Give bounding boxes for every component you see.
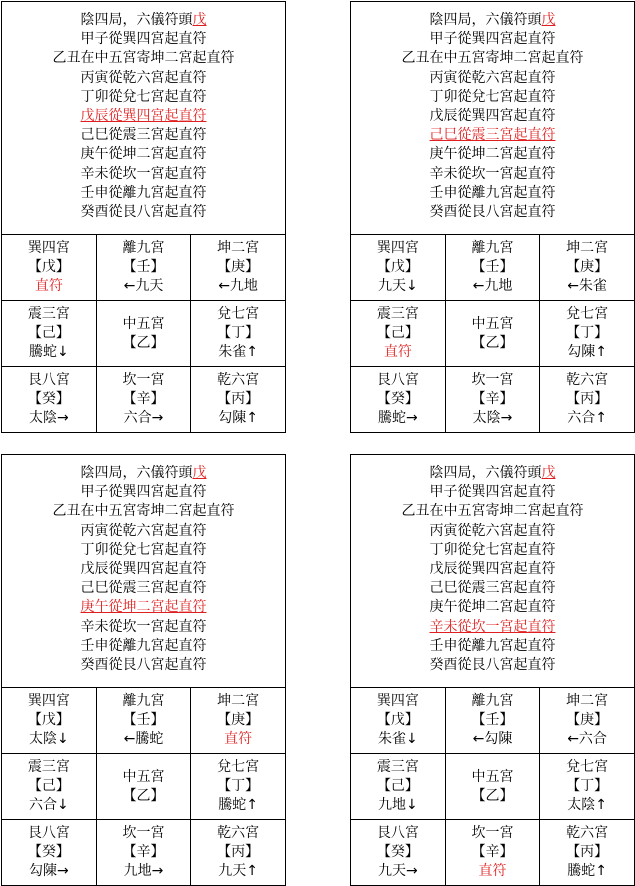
palace-stem: 【丁】 — [217, 325, 260, 342]
sequence-line — [2, 49, 285, 68]
deity-label: 太陰↓ — [29, 731, 69, 747]
deity-label: 騰蛇↑ — [567, 863, 607, 880]
palace-cell — [2, 820, 96, 885]
sequence-line — [351, 184, 634, 203]
palace-cell — [540, 754, 634, 820]
sequence-text-line: 壬申從離九宮起直符 — [429, 637, 556, 654]
palace-cell — [2, 301, 96, 367]
palace-stem: 【癸】 — [27, 844, 70, 861]
palace-cell — [2, 754, 96, 820]
palace-stem: 【乙】 — [122, 334, 165, 351]
palace-name: 兌七宮 — [217, 759, 260, 776]
sequence-line — [2, 107, 285, 126]
sequence-line — [351, 598, 634, 617]
deity-label: ←六合 — [567, 731, 607, 747]
palace-cell — [540, 235, 634, 301]
palace-name: 坤二宮 — [566, 240, 609, 256]
symbol-head-stem: 戊 — [192, 465, 207, 481]
highlighted-sequence: 辛未從坎一宮起直符 — [429, 618, 556, 635]
sequence-text — [2, 2, 285, 234]
palace-cell — [445, 688, 539, 754]
sequence-line — [2, 656, 285, 675]
deity-label: 六合→ — [123, 410, 164, 427]
palace-stem: 【己】 — [376, 778, 419, 795]
header-line — [351, 464, 634, 483]
palace-row — [2, 688, 285, 754]
palace-cell — [96, 301, 190, 367]
palace-name: 離九宮 — [122, 240, 165, 256]
deity-label: 太陰↑ — [567, 797, 607, 814]
palace-row — [351, 235, 634, 301]
palace-row — [2, 367, 285, 432]
sequence-text-line: 丙寅從乾六宮起直符 — [80, 522, 207, 539]
sequence-line — [351, 126, 634, 145]
palace-stem: 【庚】 — [217, 259, 260, 275]
sequence-text-line: 己巳從震三宮起直符 — [80, 580, 207, 597]
sequence-text-line: 乙丑在中五宮寄坤二宮起直符 — [52, 50, 235, 67]
palace-row — [351, 820, 634, 885]
palace-name: 離九宮 — [471, 240, 514, 256]
palace-stem: 【丁】 — [217, 778, 260, 795]
palace-cell — [540, 367, 634, 432]
deity-label: 九天↑ — [218, 863, 258, 880]
palace-stem: 【丙】 — [566, 391, 609, 408]
chart-panel — [350, 454, 635, 886]
palace-cell — [540, 301, 634, 367]
sequence-line — [351, 502, 634, 521]
sequence-text-line: 辛未從坎一宮起直符 — [429, 165, 556, 182]
header-line — [351, 11, 634, 30]
sequence-line — [2, 560, 285, 579]
palace-cell — [540, 820, 634, 885]
highlighted-sequence: 己巳從震三宮起直符 — [429, 127, 556, 144]
palace-name: 坤二宮 — [217, 693, 260, 709]
palace-stem: 【乙】 — [471, 787, 514, 804]
sequence-text-line: 壬申從離九宮起直符 — [80, 637, 207, 654]
palace-stem: 【丙】 — [217, 391, 260, 408]
palace-name: 兌七宮 — [566, 306, 609, 323]
highlighted-sequence: 戊辰從巽四宮起直符 — [80, 108, 207, 125]
deity-label: 騰蛇↓ — [29, 344, 69, 361]
sequence-text-line: 庚午從坤二宮起直符 — [429, 599, 556, 616]
deity-label: 朱雀↓ — [378, 731, 418, 747]
palace-cell — [2, 367, 96, 432]
sequence-text-line: 辛未從坎一宮起直符 — [80, 618, 207, 635]
palace-stem: 【丙】 — [217, 844, 260, 861]
deity-label: 九地→ — [123, 863, 164, 880]
symbol-head-stem: 戊 — [541, 12, 556, 28]
palace-grid — [2, 687, 285, 885]
palace-name: 中五宮 — [122, 768, 165, 785]
sequence-line — [2, 637, 285, 656]
sequence-text — [351, 455, 634, 687]
palace-name: 巽四宮 — [376, 240, 419, 256]
sequence-text-line: 丙寅從乾六宮起直符 — [429, 69, 556, 86]
palace-name: 坎一宮 — [122, 825, 165, 842]
sequence-line — [2, 88, 285, 107]
palace-stem: 【己】 — [27, 325, 70, 342]
sequence-text-line: 己巳從震三宮起直符 — [429, 580, 556, 597]
palace-stem: 【壬】 — [471, 259, 514, 275]
palace-stem: 【己】 — [27, 778, 70, 795]
sequence-text-line: 戊辰從巽四宮起直符 — [429, 561, 556, 578]
deity-label: ←騰蛇 — [123, 731, 164, 747]
palace-stem: 【壬】 — [122, 259, 165, 275]
palace-cell — [191, 367, 285, 432]
sequence-line — [351, 618, 634, 637]
palace-name: 巽四宮 — [27, 693, 70, 709]
palace-name: 巽四宮 — [27, 240, 70, 256]
chart-panel — [1, 454, 286, 886]
sequence-text — [2, 455, 285, 687]
palace-name: 中五宮 — [471, 768, 514, 785]
header-line — [2, 464, 285, 483]
sequence-text-line: 庚午從坤二宮起直符 — [80, 146, 207, 163]
palace-row — [351, 754, 634, 820]
deity-label: ←朱雀 — [567, 278, 607, 294]
palace-cell — [351, 301, 445, 367]
sequence-line — [2, 30, 285, 49]
sequence-text-line: 癸酉從艮八宮起直符 — [429, 204, 556, 221]
palace-stem: 【丁】 — [566, 778, 609, 795]
palace-stem: 【庚】 — [217, 712, 260, 728]
palace-row — [2, 235, 285, 301]
sequence-line — [351, 656, 634, 675]
palace-stem: 【壬】 — [471, 712, 514, 728]
palace-name: 乾六宮 — [566, 372, 609, 389]
deity-label: 太陰→ — [29, 410, 69, 427]
deity-label: 九地↓ — [378, 797, 418, 814]
sequence-line — [2, 598, 285, 617]
palace-stem: 【乙】 — [122, 787, 165, 804]
deity-label: 九天→ — [378, 863, 418, 880]
palace-cell — [445, 820, 539, 885]
sequence-text-line: 乙丑在中五宮寄坤二宮起直符 — [401, 503, 584, 520]
palace-cell — [445, 301, 539, 367]
sequence-line — [2, 618, 285, 637]
sequence-line — [351, 541, 634, 560]
sequence-text — [351, 2, 634, 234]
palace-stem: 【癸】 — [376, 391, 419, 408]
palace-name: 坤二宮 — [217, 240, 260, 256]
sequence-line — [351, 522, 634, 541]
sequence-line — [2, 165, 285, 184]
sequence-text-line: 壬申從離九宮起直符 — [80, 184, 207, 201]
palace-cell — [351, 367, 445, 432]
sequence-line — [351, 49, 634, 68]
symbol-head-stem: 戊 — [192, 12, 207, 28]
palace-name: 震三宮 — [27, 759, 70, 776]
palace-name: 中五宮 — [471, 315, 514, 332]
deity-label: 騰蛇↑ — [218, 797, 258, 814]
sequence-text-line: 乙丑在中五宮寄坤二宮起直符 — [52, 503, 235, 520]
sequence-text-line: 丁卯從兌七宮起直符 — [429, 541, 556, 558]
palace-stem: 【庚】 — [566, 712, 609, 728]
palace-name: 中五宮 — [122, 315, 165, 332]
palace-grid — [351, 687, 634, 885]
palace-name: 艮八宮 — [376, 372, 419, 389]
header-prefix: 陰四局，六儀符頭 — [80, 12, 193, 28]
palace-row — [351, 688, 634, 754]
palace-stem: 【戊】 — [376, 259, 419, 275]
palace-stem: 【戊】 — [27, 712, 70, 728]
deity-label: 勾陳↑ — [567, 344, 607, 361]
palace-grid — [2, 234, 285, 432]
palace-name: 離九宮 — [471, 693, 514, 709]
highlighted-sequence: 庚午從坤二宮起直符 — [80, 599, 207, 616]
sequence-line — [2, 203, 285, 222]
sequence-line — [2, 502, 285, 521]
sequence-line — [2, 541, 285, 560]
sequence-text-line: 丙寅從乾六宮起直符 — [429, 522, 556, 539]
palace-stem: 【癸】 — [376, 844, 419, 861]
palace-stem: 【丁】 — [566, 325, 609, 342]
deity-label: 朱雀↑ — [218, 344, 258, 361]
sequence-line — [2, 145, 285, 164]
deity-label: 六合↓ — [29, 797, 69, 814]
sequence-text-line: 辛未從坎一宮起直符 — [80, 165, 207, 182]
palace-row — [2, 754, 285, 820]
palace-cell — [96, 754, 190, 820]
zhifu-marker: 直符 — [224, 731, 253, 747]
sequence-line — [351, 203, 634, 222]
deity-label: ←九地 — [472, 278, 513, 294]
sequence-text-line: 丁卯從兌七宮起直符 — [80, 541, 207, 558]
palace-name: 艮八宮 — [27, 372, 70, 389]
zhifu-marker: 直符 — [34, 278, 63, 294]
palace-name: 乾六宮 — [566, 825, 609, 842]
symbol-head-stem: 戊 — [541, 465, 556, 481]
sequence-text-line: 癸酉從艮八宮起直符 — [80, 657, 207, 674]
sequence-line — [2, 522, 285, 541]
palace-name: 坎一宮 — [471, 825, 514, 842]
palace-cell — [191, 820, 285, 885]
palace-name: 震三宮 — [376, 759, 419, 776]
palace-stem: 【乙】 — [471, 334, 514, 351]
sequence-line — [351, 637, 634, 656]
palace-stem: 【己】 — [376, 325, 419, 342]
deity-label: 六合↑ — [567, 410, 607, 427]
header-prefix: 陰四局，六儀符頭 — [80, 465, 193, 481]
deity-label: 勾陳→ — [29, 863, 69, 880]
sequence-text-line: 癸酉從艮八宮起直符 — [429, 657, 556, 674]
palace-name: 乾六宮 — [217, 825, 260, 842]
palace-row — [2, 820, 285, 885]
sequence-line — [2, 69, 285, 88]
palace-stem: 【辛】 — [122, 844, 165, 861]
palace-name: 乾六宮 — [217, 372, 260, 389]
palace-cell — [351, 235, 445, 301]
palace-cell — [445, 754, 539, 820]
palace-row — [351, 301, 634, 367]
sequence-text-line: 甲子從巽四宮起直符 — [80, 31, 207, 48]
palace-cell — [445, 367, 539, 432]
palace-cell — [96, 367, 190, 432]
sequence-line — [351, 107, 634, 126]
palace-stem: 【庚】 — [566, 259, 609, 275]
sequence-text-line: 甲子從巽四宮起直符 — [80, 484, 207, 501]
palace-name: 艮八宮 — [27, 825, 70, 842]
sequence-line — [2, 126, 285, 145]
sequence-text-line: 甲子從巽四宮起直符 — [429, 31, 556, 48]
deity-label: ←九地 — [218, 278, 258, 294]
deity-label: ←九天 — [123, 278, 164, 294]
header-prefix: 陰四局，六儀符頭 — [429, 12, 542, 28]
palace-cell — [2, 235, 96, 301]
sequence-text-line: 庚午從坤二宮起直符 — [429, 146, 556, 163]
zhifu-marker: 直符 — [478, 863, 507, 880]
palace-name: 艮八宮 — [376, 825, 419, 842]
palace-grid — [351, 234, 634, 432]
palace-cell — [445, 235, 539, 301]
palace-stem: 【戊】 — [376, 712, 419, 728]
palace-name: 震三宮 — [376, 306, 419, 323]
palace-stem: 【癸】 — [27, 391, 70, 408]
palace-name: 兌七宮 — [566, 759, 609, 776]
sequence-line — [351, 145, 634, 164]
palace-row — [2, 301, 285, 367]
sequence-text-line: 壬申從離九宮起直符 — [429, 184, 556, 201]
palace-cell — [540, 688, 634, 754]
deity-label: 勾陳↑ — [218, 410, 258, 427]
sequence-text-line: 乙丑在中五宮寄坤二宮起直符 — [401, 50, 584, 67]
palace-stem: 【戊】 — [27, 259, 70, 275]
header-line — [2, 11, 285, 30]
sequence-line — [351, 165, 634, 184]
deity-label: ←勾陳 — [472, 731, 513, 747]
palace-name: 坎一宮 — [122, 372, 165, 389]
sequence-line — [351, 88, 634, 107]
sequence-line — [351, 69, 634, 88]
palace-cell — [351, 754, 445, 820]
palace-stem: 【辛】 — [122, 391, 165, 408]
palace-cell — [191, 301, 285, 367]
sequence-text-line: 癸酉從艮八宮起直符 — [80, 204, 207, 221]
deity-label: 九天↓ — [378, 278, 418, 294]
sequence-line — [2, 579, 285, 598]
sequence-line — [2, 483, 285, 502]
palace-cell — [191, 688, 285, 754]
palace-name: 坤二宮 — [566, 693, 609, 709]
palace-stem: 【辛】 — [471, 844, 514, 861]
palace-name: 兌七宮 — [217, 306, 260, 323]
sequence-text-line: 丁卯從兌七宮起直符 — [80, 88, 207, 105]
sequence-line — [351, 483, 634, 502]
palace-cell — [351, 688, 445, 754]
palace-name: 離九宮 — [122, 693, 165, 709]
header-prefix: 陰四局，六儀符頭 — [429, 465, 542, 481]
sequence-line — [2, 184, 285, 203]
palace-cell — [96, 688, 190, 754]
sequence-line — [351, 560, 634, 579]
palace-cell — [96, 820, 190, 885]
sequence-text-line: 甲子從巽四宮起直符 — [429, 484, 556, 501]
zhifu-marker: 直符 — [383, 344, 412, 361]
palace-cell — [2, 688, 96, 754]
deity-label: 騰蛇→ — [378, 410, 418, 427]
palace-cell — [351, 820, 445, 885]
palace-cell — [191, 754, 285, 820]
chart-panel — [1, 1, 286, 433]
sequence-text-line: 戊辰從巽四宮起直符 — [429, 108, 556, 125]
palace-cell — [96, 235, 190, 301]
sequence-text-line: 丙寅從乾六宮起直符 — [80, 69, 207, 86]
palace-cell — [191, 235, 285, 301]
palace-stem: 【壬】 — [122, 712, 165, 728]
sequence-line — [351, 579, 634, 598]
palace-name: 巽四宮 — [376, 693, 419, 709]
palace-stem: 【丙】 — [566, 844, 609, 861]
sequence-text-line: 己巳從震三宮起直符 — [80, 127, 207, 144]
deity-label: 太陰→ — [472, 410, 513, 427]
palace-row — [351, 367, 634, 432]
sequence-line — [351, 30, 634, 49]
chart-panel — [350, 1, 635, 433]
sequence-text-line: 丁卯從兌七宮起直符 — [429, 88, 556, 105]
sequence-text-line: 戊辰從巽四宮起直符 — [80, 561, 207, 578]
palace-name: 震三宮 — [27, 306, 70, 323]
palace-name: 坎一宮 — [471, 372, 514, 389]
palace-stem: 【辛】 — [471, 391, 514, 408]
